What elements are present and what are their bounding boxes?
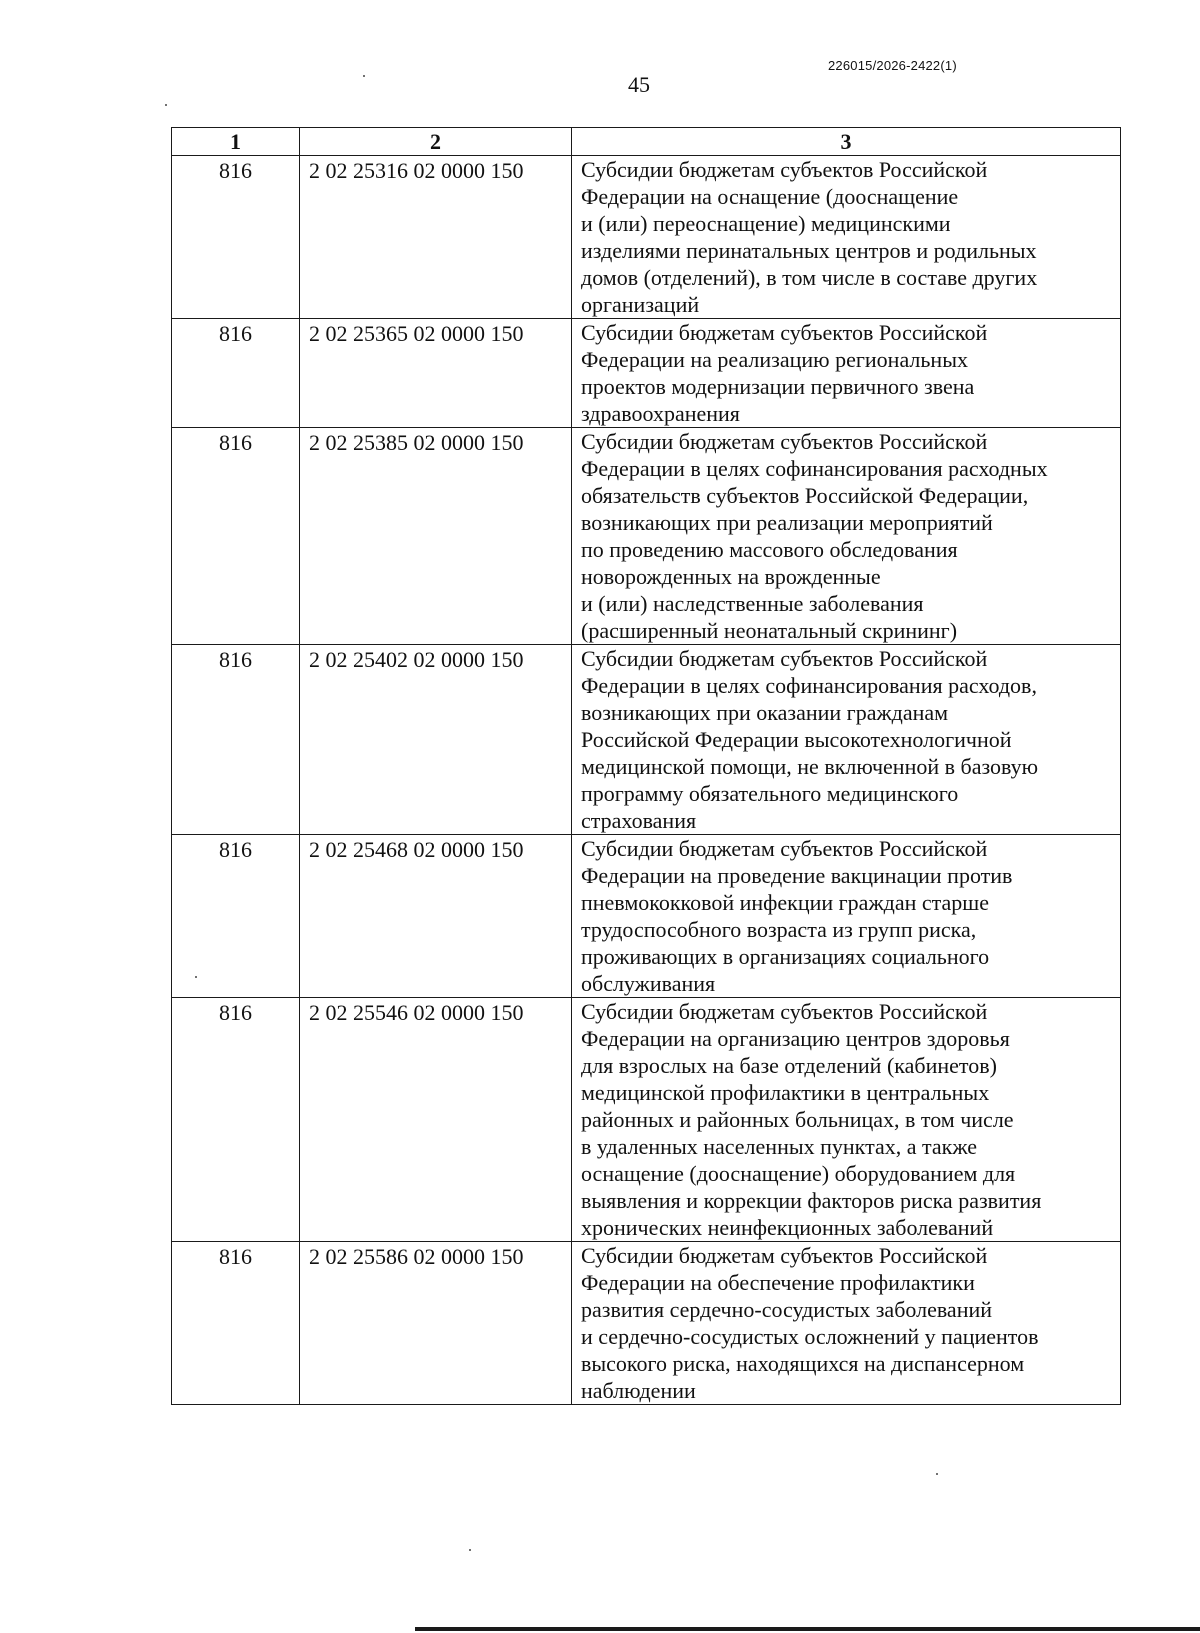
scan-speck [469, 1549, 471, 1551]
description-line: медицинской профилактики в центральных [581, 1080, 990, 1105]
description-line: Федерации на оснащение (дооснащение [581, 184, 959, 209]
administrator-code-cell: 816 [172, 645, 300, 835]
administrator-code-cell: 816 [172, 319, 300, 428]
page-number: 45 [628, 72, 650, 97]
description-line: здравоохранения [581, 401, 740, 426]
revenue-code-cell: 2 02 25546 02 0000 150 [300, 998, 572, 1242]
table-body [172, 156, 1121, 1405]
description-line: возникающих при оказании гражданам [581, 700, 949, 725]
description-line: Федерации на проведение вакцинации против [581, 863, 1013, 888]
description-line: Субсидии бюджетам субъектов Российской [581, 836, 988, 861]
administrator-code-cell: 816 [172, 1242, 300, 1405]
scan-speck [936, 1473, 938, 1475]
table-row [172, 1242, 1121, 1405]
revenue-description-cell [572, 319, 1121, 428]
revenue-description-cell [572, 835, 1121, 998]
description-line: выявления и коррекции факторов риска развития [581, 1188, 1042, 1213]
table-row [172, 835, 1121, 998]
description-line: и сердечно-сосудистых осложнений у пациентов [581, 1324, 1039, 1349]
revenue-code-cell: 2 02 25402 02 0000 150 [300, 645, 572, 835]
administrator-code-cell: 816 [172, 998, 300, 1242]
revenue-description-cell [572, 1242, 1121, 1405]
description-line: высокого риска, находящихся на диспансерном [581, 1351, 1025, 1376]
description-line: страхования [581, 808, 697, 833]
revenue-code-cell: 2 02 25385 02 0000 150 [300, 428, 572, 645]
description-line: изделиями перинатальных центров и родильных [581, 238, 1037, 263]
scan-speck [363, 75, 365, 77]
table-row [172, 156, 1121, 319]
table-row [172, 645, 1121, 835]
description-line: по проведению массового обследования [581, 537, 958, 562]
description-line: трудоспособного возраста из групп риска, [581, 917, 977, 942]
revenue-code-cell: 2 02 25468 02 0000 150 [300, 835, 572, 998]
revenue-code-cell: 2 02 25586 02 0000 150 [300, 1242, 572, 1405]
description-line: организаций [581, 292, 700, 317]
description-line: Субсидии бюджетам субъектов Российской [581, 320, 988, 345]
description-line: хронических неинфекционных заболеваний [581, 1215, 994, 1240]
description-line: для взрослых на базе отделений (кабинетов) [581, 1053, 997, 1078]
description-line: пневмококковой инфекции граждан старше [581, 890, 989, 915]
document-registration-number: 226015/2026-2422(1) [828, 58, 957, 73]
description-line: Федерации на обеспечение профилактики [581, 1270, 975, 1295]
description-line: проживающих в организациях социального [581, 944, 990, 969]
column-header-3: 3 [572, 128, 1121, 156]
description-line: новорожденных на врожденные [581, 564, 881, 589]
description-line: домов (отделений), в том числе в составе других [581, 265, 1038, 290]
description-line: Федерации на реализацию региональных [581, 347, 968, 372]
description-line: проектов модернизации первичного звена [581, 374, 975, 399]
description-line: обязательств субъектов Российской Федерации, [581, 483, 1029, 508]
description-line: Субсидии бюджетам субъектов Российской [581, 999, 988, 1024]
description-line: Федерации в целях софинансирования расходных [581, 456, 1048, 481]
description-line: Федерации на организацию центров здоровья [581, 1026, 1010, 1051]
table-row [172, 319, 1121, 428]
table-row [172, 998, 1121, 1242]
revenue-code-cell: 2 02 25316 02 0000 150 [300, 156, 572, 319]
description-line: программу обязательного медицинского [581, 781, 959, 806]
administrator-code-cell: 816 [172, 835, 300, 998]
administrator-code-cell: 816 [172, 156, 300, 319]
description-line: районных и районных больницах, в том числе [581, 1107, 1014, 1132]
column-header-1: 1 [172, 128, 300, 156]
description-line: Российской Федерации высокотехнологичной [581, 727, 1012, 752]
description-line: в удаленных населенных пунктах, а также [581, 1134, 977, 1159]
budget-revenue-table [171, 127, 1121, 1405]
description-line: Субсидии бюджетам субъектов Российской [581, 157, 988, 182]
table-row [172, 428, 1121, 645]
description-line: Субсидии бюджетам субъектов Российской [581, 1243, 988, 1268]
description-line: обслуживания [581, 971, 716, 996]
revenue-description-cell [572, 428, 1121, 645]
description-line: возникающих при реализации мероприятий [581, 510, 993, 535]
revenue-description-cell [572, 156, 1121, 319]
table-header-row [172, 128, 1121, 156]
description-line: медицинской помощи, не включенной в базовую [581, 754, 1039, 779]
scan-speck [165, 104, 167, 106]
description-line: (расширенный неонатальный скрининг) [581, 618, 958, 643]
description-line: Субсидии бюджетам субъектов Российской [581, 429, 988, 454]
description-line: и (или) наследственные заболевания [581, 591, 924, 616]
scan-bottom-edge [415, 1627, 1200, 1631]
revenue-code-cell: 2 02 25365 02 0000 150 [300, 319, 572, 428]
description-line: и (или) переоснащение) медицинскими [581, 211, 951, 236]
revenue-description-cell [572, 645, 1121, 835]
description-line: Субсидии бюджетам субъектов Российской [581, 646, 988, 671]
administrator-code-cell: 816 [172, 428, 300, 645]
description-line: наблюдении [581, 1378, 696, 1403]
column-header-2: 2 [300, 128, 572, 156]
revenue-description-cell [572, 998, 1121, 1242]
description-line: оснащение (дооснащение) оборудованием для [581, 1161, 1016, 1186]
description-line: развития сердечно-сосудистых заболеваний [581, 1297, 993, 1322]
description-line: Федерации в целях софинансирования расходов, [581, 673, 1037, 698]
